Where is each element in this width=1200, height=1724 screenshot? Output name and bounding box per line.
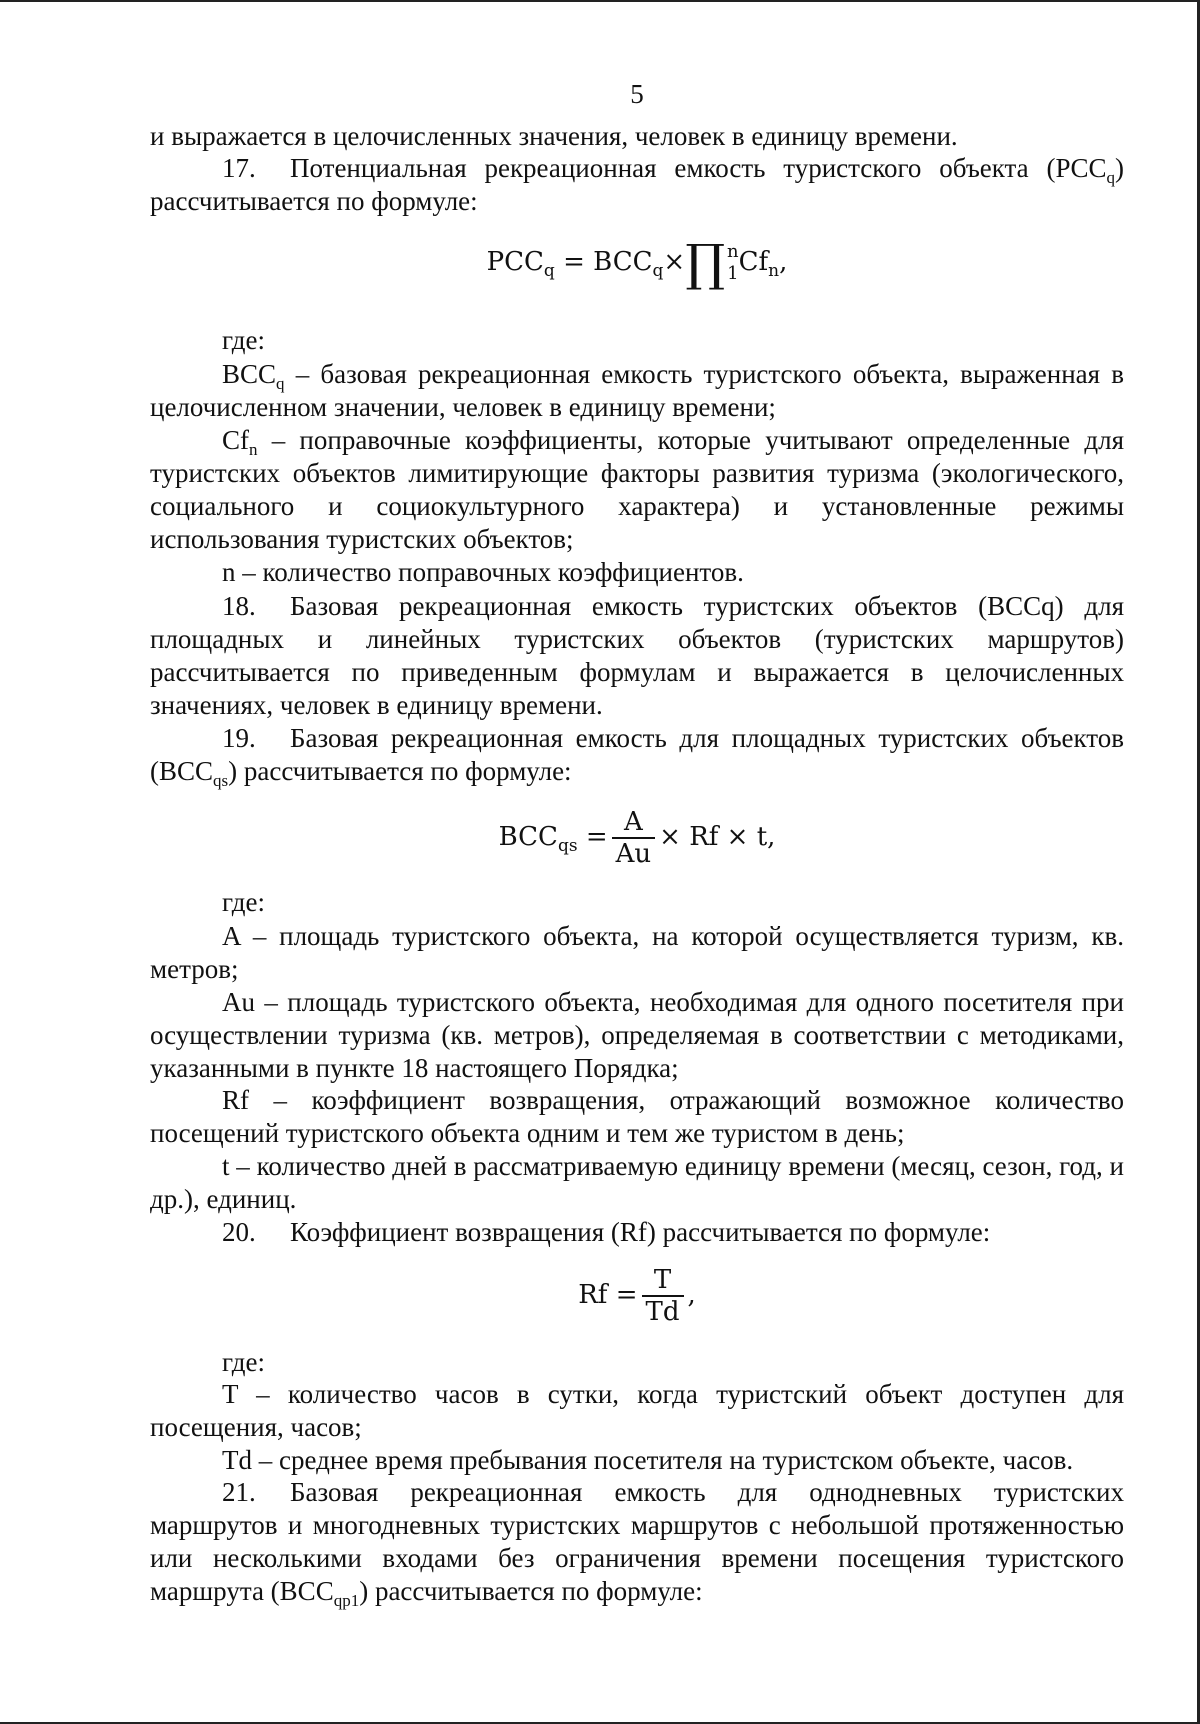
definition-t: t – количество дней в рассматриваемую единицу времени (месяц, сезон, год, и др.), единиц.: [150, 1151, 1124, 1214]
page-number: 5: [630, 79, 644, 109]
definition-bccq: $BCC_q$ – базовая рекреационная емкость туристского объекта, выраженная в целочисленном значении, человек в единицу времени;: [150, 359, 1124, 422]
definition-au: Au – площадь туристского объекта, необходимая для одного посетителя при осуществлении туризма (кв. метров), определяемая в соответствии с методиками, указанными в пункте 18 настоящего Порядка;: [150, 987, 1124, 1083]
paragraph-20: 20. Коэффициент возвращения (Rf) рассчитывается по формуле:: [222, 1217, 991, 1247]
where-label-1: где:: [222, 325, 265, 355]
fraction-t-td: $\frac{T}{Td}$: [642, 1265, 684, 1327]
paragraph-17-number: 17.: [222, 153, 256, 183]
definition-cfn: $Cf_n$ – поправочные коэффициенты, которые учитывают определенные для туристских объектов лимитирующие факторы развития туризма (экологического, социального и социокультурного характера) и установленные режимы использования туристских объектов;: [150, 425, 1124, 554]
product-symbol: ∏: [685, 234, 726, 292]
paragraph-18: 18. Базовая рекреационная емкость туристских объектов (BCCq) для площадных и линейных туристских объектов (туристских маршрутов) рассчитывается по приведенным формулам и выражается в целочисленных значениях, человек в единицу времени.: [150, 591, 1124, 720]
fraction-a-au: $\frac{A}{Au}$: [612, 807, 656, 869]
definition-a: A – площадь туристского объекта, на которой осуществляется туризм, кв. метров;: [150, 921, 1124, 984]
formula-bccqs: $BCC_{qs}$ = $\frac{A}{Au}$ × Rf × t,: [498, 807, 776, 869]
definition-T: T – количество часов в сутки, когда туристский объект доступен для посещения, часов;: [150, 1379, 1124, 1442]
definition-rf: Rf – коэффициент возвращения, отражающий возможное количество посещений туристского объекта одним и тем же туристом в день;: [150, 1085, 1124, 1148]
where-label-2: где:: [222, 887, 265, 917]
definition-n: n – количество поправочных коэффициентов.: [222, 557, 744, 587]
paragraph-17: 17. Потенциальная рекреационная емкость туристского объекта $(PCC_q)$ рассчитывается по формуле:: [150, 153, 1124, 216]
intro-line: и выражается в целочисленных значения, человек в единицу времени.: [150, 121, 958, 151]
paragraph-21: 21. Базовая рекреационная емкость для однодневных туристских маршрутов и многодневных туристских маршрутов с небольшой протяженностью или несколькими входами без ограничения времени посещения туристского маршрута $(BCC_{qp1})$ рассчитывается по формуле:: [150, 1477, 1124, 1610]
formula-rf: Rf = $\frac{T}{Td}$ ,: [578, 1265, 696, 1327]
paragraph-19: 19. Базовая рекреационная емкость для площадных туристских объектов $(BCC_{qs})$ рассчитывается по формуле:: [150, 723, 1124, 790]
definition-td: Td – среднее время пребывания посетителя на туристском объекте, часов.: [222, 1445, 1074, 1475]
where-label-3: где:: [222, 1347, 265, 1377]
formula-pccq: $PCC_q$ = $BCC_q\times\prod$ n 1 $Cf_n$,: [486, 234, 788, 292]
